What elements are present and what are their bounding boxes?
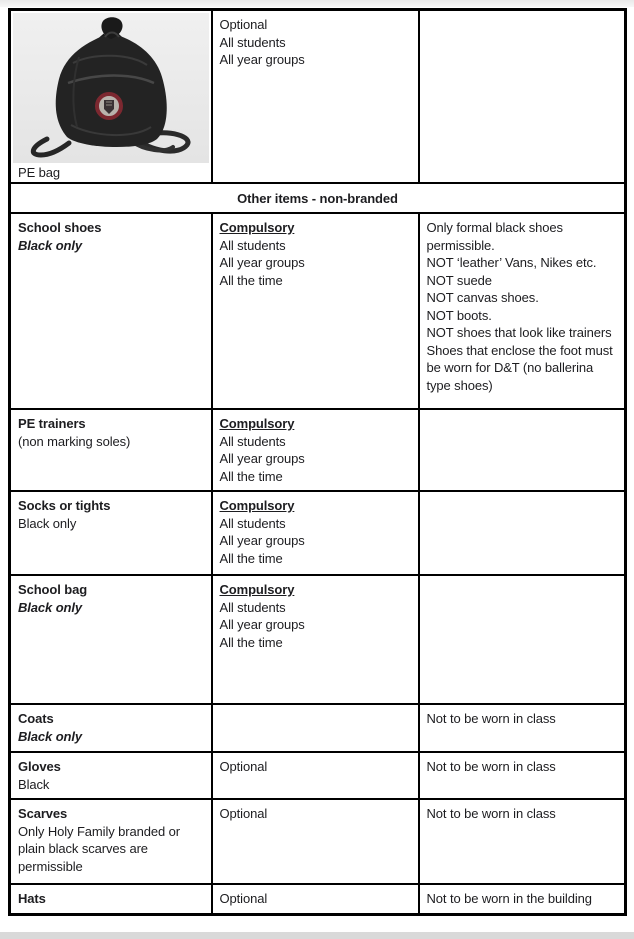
requirement-line: All the time <box>219 550 283 566</box>
item-cell <box>10 213 212 409</box>
note-line: Only formal black shoes permissible. <box>426 220 563 253</box>
notes-cell <box>419 799 626 884</box>
note-line: NOT canvas shoes. <box>426 290 539 305</box>
notes-cell <box>419 409 626 491</box>
requirement-line: All students <box>219 515 286 531</box>
item-cell <box>10 884 212 914</box>
pe-bag-photo <box>13 13 209 163</box>
item-cell <box>10 575 212 704</box>
requirement-line: All students <box>219 237 286 253</box>
item-name: Socks or tights <box>18 498 111 513</box>
requirement-line: All students <box>219 433 286 449</box>
requirement-title: Compulsory <box>219 416 295 431</box>
table-row <box>10 409 626 491</box>
note-line: NOT suede <box>426 272 492 288</box>
item-cell <box>10 704 212 752</box>
requirement-line: All year groups <box>219 52 305 67</box>
item-caption: PE bag <box>18 165 61 180</box>
item-subtext: Black <box>18 776 50 792</box>
notes-cell <box>419 704 626 752</box>
table-row <box>10 799 626 884</box>
item-name: Coats <box>18 711 54 726</box>
requirement-title: Compulsory <box>219 582 295 597</box>
section-header-row <box>10 183 626 214</box>
requirement-line: All year groups <box>219 617 305 632</box>
requirement-cell <box>212 10 419 183</box>
item-cell <box>10 409 212 491</box>
item-name: Hats <box>18 891 46 906</box>
note-line: NOT ‘leather’ Vans, Nikes etc. <box>426 255 597 270</box>
drawstring-bag-icon <box>13 13 209 163</box>
school-crest-logo <box>97 94 121 118</box>
item-name: School shoes <box>18 220 102 235</box>
table-row <box>10 704 626 752</box>
requirement-line: Optional <box>219 806 268 821</box>
table-row <box>10 10 626 183</box>
section-header: Other items - non-branded <box>10 183 626 214</box>
requirement-cell <box>212 213 419 409</box>
uniform-items-table <box>8 8 627 916</box>
requirement-line: All year groups <box>219 533 305 548</box>
requirement-line: Optional <box>219 891 268 906</box>
item-name: PE trainers <box>18 416 86 431</box>
note-line: NOT boots. <box>426 307 492 323</box>
requirement-line: Optional <box>219 759 268 774</box>
item-name: Gloves <box>18 759 61 774</box>
requirement-line: Optional <box>219 17 268 32</box>
table-row <box>10 213 626 409</box>
item-subtext: Black only <box>18 515 77 531</box>
item-cell <box>10 799 212 884</box>
requirement-title: Compulsory <box>219 498 295 513</box>
requirement-title: Compulsory <box>219 220 295 235</box>
note-line: Not to be worn in the building <box>426 891 592 906</box>
item-subtext: Black only <box>18 237 83 253</box>
item-subtext: (non marking soles) <box>18 433 131 449</box>
requirement-line: All year groups <box>219 451 305 466</box>
note-line: Shoes that enclose the foot must be worn for D&T (no ballerina type shoes) <box>426 342 613 393</box>
notes-cell <box>419 575 626 704</box>
page-bottom-edge <box>0 932 634 939</box>
page-top-edge <box>0 0 634 7</box>
note-line: Not to be worn in class <box>426 711 556 726</box>
requirement-line: All students <box>219 34 286 50</box>
notes-cell <box>419 10 626 183</box>
requirement-cell <box>212 409 419 491</box>
requirement-cell <box>212 491 419 575</box>
notes-cell <box>419 491 626 575</box>
item-subtext: Black only <box>18 599 83 615</box>
requirement-cell <box>212 704 419 752</box>
note-line: NOT shoes that look like trainers <box>426 325 612 340</box>
item-cell <box>10 491 212 575</box>
notes-cell <box>419 884 626 914</box>
table-row <box>10 575 626 704</box>
notes-cell <box>419 752 626 799</box>
requirement-cell <box>212 752 419 799</box>
requirement-line: All year groups <box>219 255 305 270</box>
table-row <box>10 491 626 575</box>
item-name: Scarves <box>18 806 68 821</box>
requirement-cell <box>212 884 419 914</box>
item-subtext: Only Holy Family branded or plain black scarves are permissible <box>18 823 181 874</box>
item-cell <box>10 752 212 799</box>
requirement-line: All the time <box>219 634 283 650</box>
table-row <box>10 752 626 799</box>
note-line: Not to be worn in class <box>426 806 556 821</box>
requirement-cell <box>212 575 419 704</box>
table-row <box>10 884 626 914</box>
pe-bag-cell <box>10 10 212 183</box>
requirement-cell <box>212 799 419 884</box>
requirement-line: All students <box>219 599 286 615</box>
item-subtext: Black only <box>18 728 83 744</box>
item-name: School bag <box>18 582 88 597</box>
notes-cell <box>419 213 626 409</box>
requirement-line: All the time <box>219 468 283 484</box>
requirement-line: All the time <box>219 272 283 288</box>
note-line: Not to be worn in class <box>426 759 556 774</box>
